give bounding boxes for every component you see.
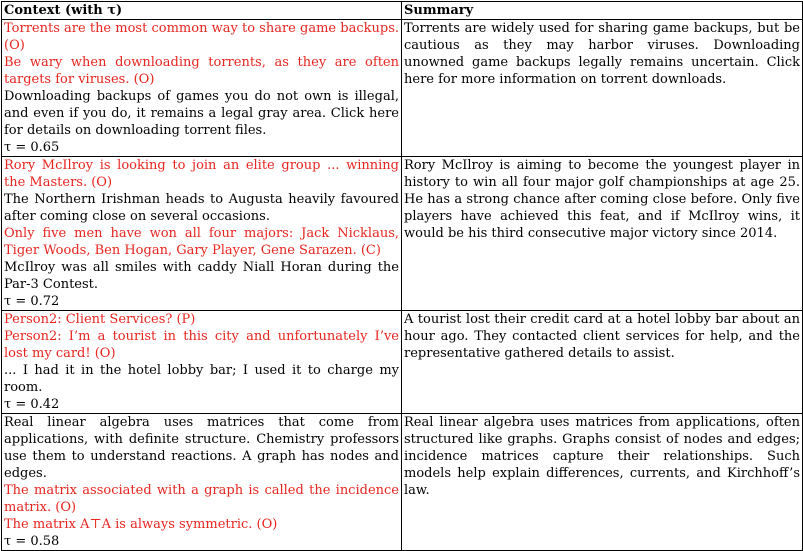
context-cell bbox=[2, 20, 402, 157]
context-summary-table bbox=[1, 1, 803, 551]
header-row bbox=[2, 2, 803, 20]
context-cell bbox=[2, 311, 402, 414]
summary-cell: Torrents are widely used for sharing game backups, but be cautious as they may harbor viruses. Downloading unowned game backups legally remains uncertain. Click here for more information on torrent downloads. bbox=[402, 20, 803, 157]
tau-value: τ = 0.65 bbox=[4, 140, 60, 155]
summary-cell: Rory McIlroy is aiming to become the youngest player in history to win all four major golf championships at age 25. He has a strong chance after coming close before. Only five players have achieved this feat, and if McIlroy wins, it would be his third consecutive major victory since 2014. bbox=[402, 157, 803, 311]
context-sentence: Person2: Client Services? (P) bbox=[4, 312, 196, 327]
tau-value: τ = 0.58 bbox=[4, 534, 60, 549]
header-context: Context (with τ) bbox=[2, 2, 402, 20]
table-row bbox=[2, 157, 803, 311]
context-cell bbox=[2, 414, 402, 551]
context-sentence: McIlroy was all smiles with caddy Niall Horan during the Par-3 Contest. bbox=[4, 260, 399, 292]
table-row bbox=[2, 414, 803, 551]
tau-value: τ = 0.72 bbox=[4, 294, 60, 309]
tau-value: τ = 0.42 bbox=[4, 397, 60, 412]
context-sentence: The matrix associated with a graph is called the incidence matrix. (O) bbox=[4, 483, 399, 515]
header-summary: Summary bbox=[402, 2, 803, 20]
table-row bbox=[2, 311, 803, 414]
context-sentence: Downloading backups of games you do not own is illegal, and even if you do, it remains a legal gray area. Click here for details on downloading torrent files. bbox=[4, 89, 399, 138]
summary-cell: A tourist lost their credit card at a hotel lobby bar about an hour ago. They contacted client services for help, and the representative gathered details to assist. bbox=[402, 311, 803, 414]
context-sentence: Person2: I’m a tourist in this city and unfortunately I’ve lost my card! (O) bbox=[4, 329, 399, 361]
context-sentence: The Northern Irishman heads to Augusta heavily favoured after coming close on several occasions. bbox=[4, 192, 399, 224]
context-sentence: Rory McIlroy is looking to join an elite group ... winning the Masters. (O) bbox=[4, 158, 399, 190]
summary-cell: Real linear algebra uses matrices from applications, often structured like graphs. Graphs consist of nodes and edges; incidence matrices capture their relationships. Such models help explain differences, currents, and Kirchhoff’s law. bbox=[402, 414, 803, 551]
context-sentence: Be wary when downloading torrents, as they are often targets for viruses. (O) bbox=[4, 55, 399, 87]
context-cell bbox=[2, 157, 402, 311]
context-sentence: Real linear algebra uses matrices that come from applications, with definite structure. Chemistry professors use them to understand reactions. A graph has nodes and edges. bbox=[4, 415, 399, 481]
table-row bbox=[2, 20, 803, 157]
context-sentence: Only five men have won all four majors: Jack Nicklaus, Tiger Woods, Ben Hogan, Gary Player, Gene Sarazen. (C) bbox=[4, 226, 399, 258]
context-sentence: Torrents are the most common way to share game backups. (O) bbox=[4, 21, 399, 53]
context-sentence: ... I had it in the hotel lobby bar; I used it to charge my room. bbox=[4, 363, 399, 395]
context-sentence: The matrix A⊤A is always symmetric. (O) bbox=[4, 517, 278, 532]
